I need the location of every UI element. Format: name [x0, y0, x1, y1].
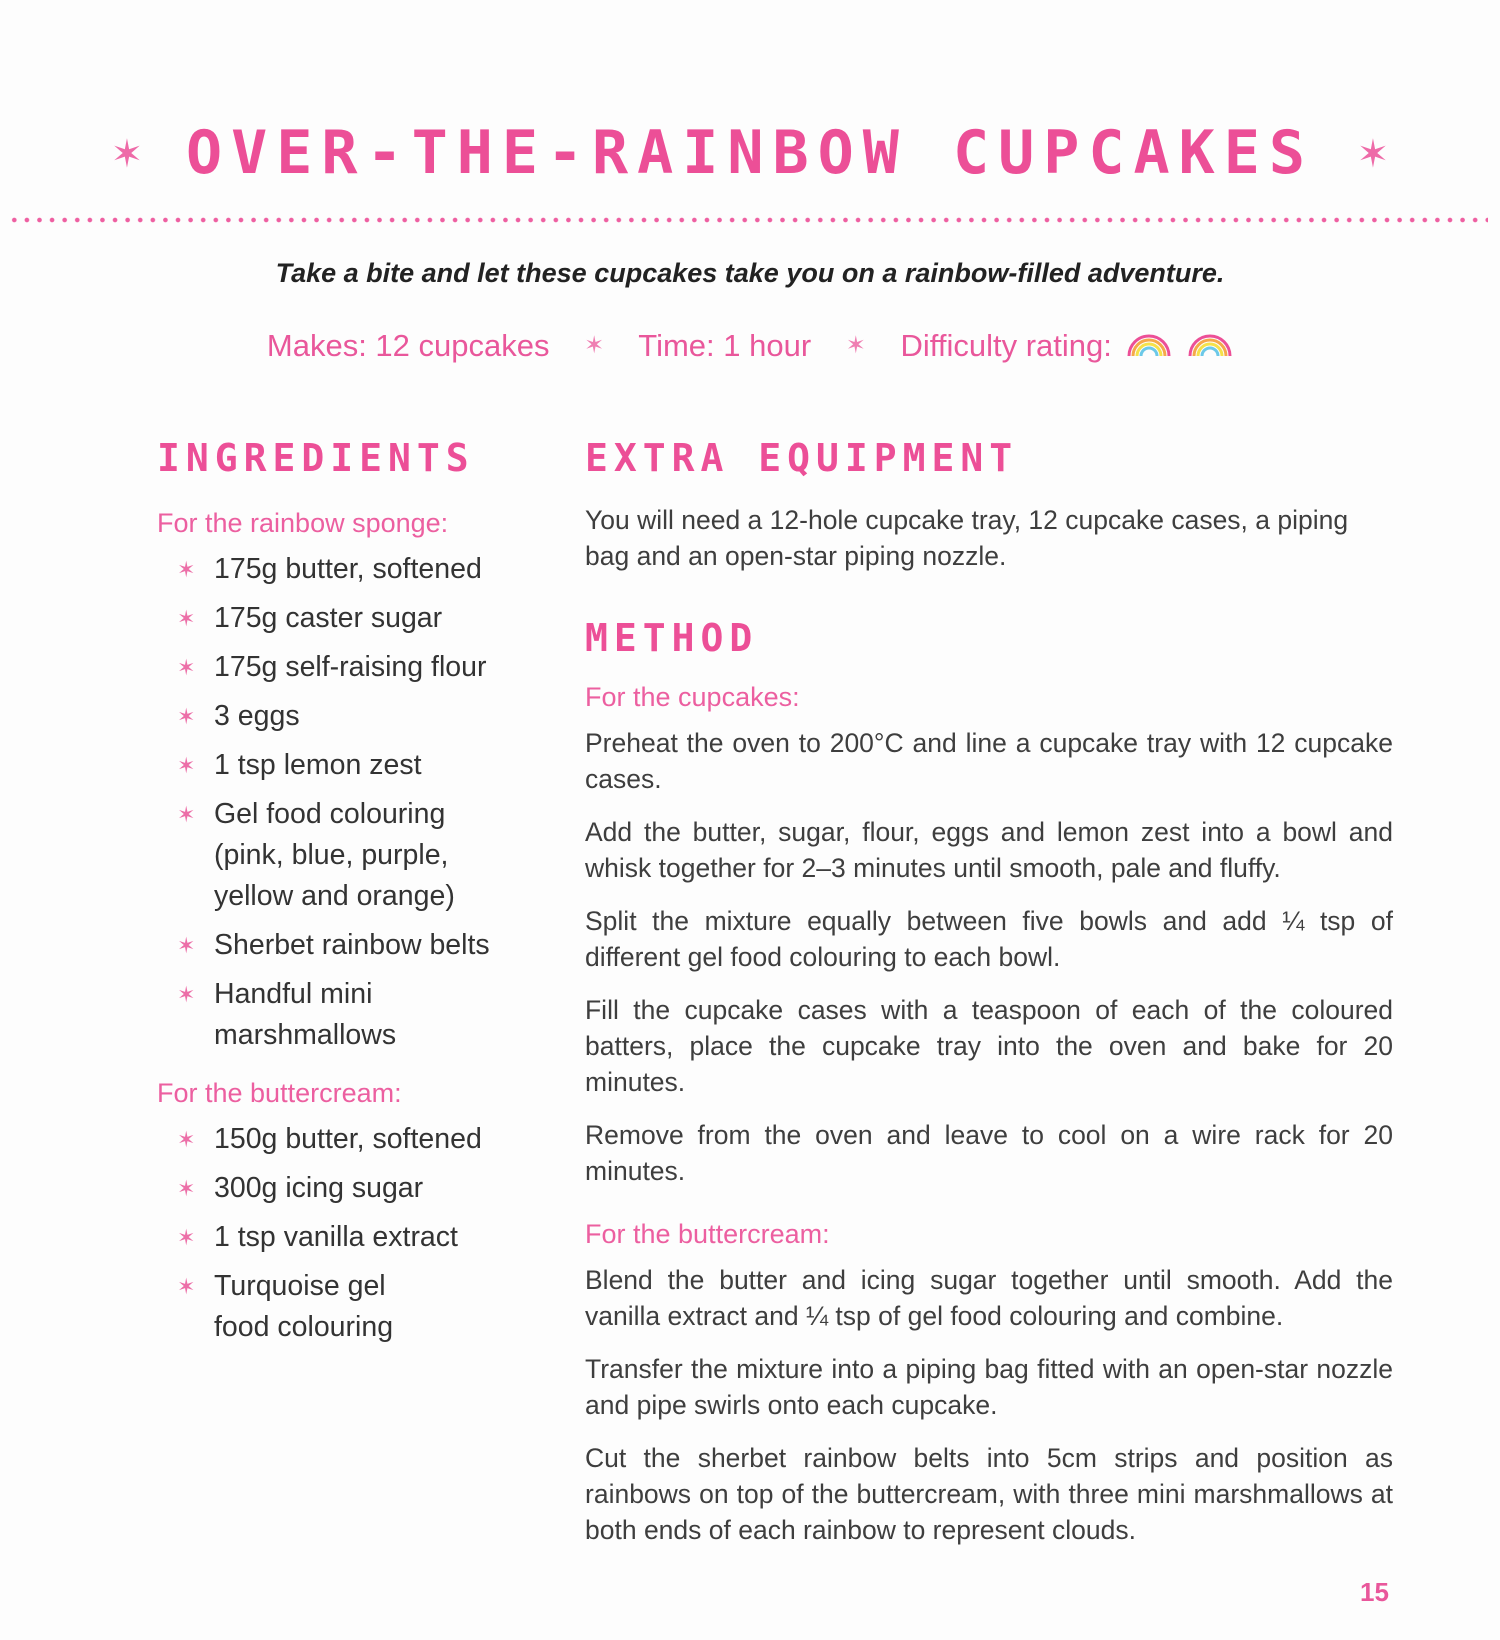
intro-text: Take a bite and let these cupcakes take you on a rainbow-filled adventure.: [275, 258, 1225, 288]
list-item: ✶ 175g self-raising flour: [157, 647, 537, 688]
star-separator-icon: ✶: [584, 332, 605, 359]
list-item: ✶ Gel food colouring (pink, blue, purple, yellow and orange): [157, 794, 464, 917]
star-bullet-icon: ✶: [177, 704, 196, 729]
rainbow-icon: [1126, 332, 1172, 358]
ingredients-column: [157, 436, 537, 1356]
recipe-title: [0, 118, 1500, 188]
list-item: ✶ 1 tsp vanilla extract: [157, 1217, 537, 1258]
star-icon: ✶: [113, 124, 141, 178]
recipe-meta: [0, 328, 1500, 364]
star-bullet-icon: ✶: [177, 1127, 196, 1152]
list-item: ✶ 1 tsp lemon zest: [157, 745, 537, 786]
list-item: ✶ 175g caster sugar: [157, 598, 537, 639]
dotted-divider: [8, 216, 1488, 224]
star-bullet-icon: ✶: [177, 1176, 196, 1201]
sponge-subheading: For the rainbow sponge:: [157, 508, 449, 538]
recipe-title-text: OVER-THE-RAINBOW CUPCAKES: [185, 118, 1315, 188]
list-item: ✶ 300g icing sugar: [157, 1168, 537, 1209]
list-item: ✶ 3 eggs: [157, 696, 537, 737]
star-icon: ✶: [1359, 124, 1387, 178]
star-bullet-icon: ✶: [177, 1274, 196, 1299]
star-bullet-icon: ✶: [177, 1225, 196, 1250]
method-step: Remove from the oven and leave to cool on a wire rack for 20 minutes.: [585, 1120, 1393, 1186]
method-heading: METHOD: [585, 616, 759, 660]
method-step: Transfer the mixture into a piping bag fitted with an open-star nozzle and pipe swirls onto each cupcake.: [585, 1354, 1393, 1420]
page-number: 15: [1360, 1577, 1389, 1607]
ingredients-heading: INGREDIENTS: [157, 436, 475, 480]
star-bullet-icon: ✶: [177, 557, 196, 582]
star-bullet-icon: ✶: [177, 933, 196, 958]
list-item: ✶ Handful mini marshmallows: [157, 974, 414, 1056]
star-separator-icon: ✶: [845, 332, 866, 359]
list-item: ✶ Turquoise gel food colouring: [157, 1266, 414, 1348]
difficulty-label: Difficulty rating:: [900, 328, 1112, 363]
cupcakes-subheading: For the cupcakes:: [585, 682, 800, 712]
equipment-text: You will need a 12-hole cupcake tray, 12 cupcake cases, a piping bag and an open-star piping nozzle.: [585, 505, 1349, 571]
star-bullet-icon: ✶: [177, 753, 196, 778]
method-step: Cut the sherbet rainbow belts into 5cm strips and position as rainbows on top of the buttercream, with three mini marshmallows at both ends of each rainbow to represent clouds.: [585, 1443, 1393, 1545]
buttercream-ingredient-list: [157, 1119, 537, 1348]
makes-label: Makes: 12 cupcakes: [266, 328, 550, 363]
method-step: Fill the cupcake cases with a teaspoon of each of the coloured batters, place the cupcake tray into the oven and bake for 20 minutes.: [585, 995, 1393, 1097]
list-item: ✶ 150g butter, softened: [157, 1119, 537, 1160]
star-bullet-icon: ✶: [177, 606, 196, 631]
rainbow-icon: [1187, 332, 1233, 358]
star-bullet-icon: ✶: [177, 655, 196, 680]
buttercream-method-subheading: For the buttercream:: [585, 1219, 830, 1249]
equipment-heading: EXTRA EQUIPMENT: [585, 436, 1019, 480]
star-bullet-icon: ✶: [177, 982, 196, 1007]
method-step: Blend the butter and icing sugar together until smooth. Add the vanilla extract and ¼ tsp of gel food colouring and combine.: [585, 1265, 1393, 1331]
method-step: Add the butter, sugar, flour, eggs and lemon zest into a bowl and whisk together for 2–3 minutes until smooth, pale and fluffy.: [585, 817, 1393, 883]
buttercream-subheading: For the buttercream:: [157, 1078, 402, 1108]
method-step: Split the mixture equally between five bowls and add ¼ tsp of different gel food colouring to each bowl.: [585, 906, 1393, 972]
list-item: ✶ 175g butter, softened: [157, 549, 537, 590]
time-label: Time: 1 hour: [638, 328, 812, 363]
list-item: ✶ Sherbet rainbow belts: [157, 925, 537, 966]
method-step: Preheat the oven to 200°C and line a cupcake tray with 12 cupcake cases.: [585, 728, 1393, 794]
sponge-ingredient-list: [157, 549, 537, 1056]
star-bullet-icon: ✶: [177, 802, 196, 827]
method-column: [585, 436, 1393, 1565]
